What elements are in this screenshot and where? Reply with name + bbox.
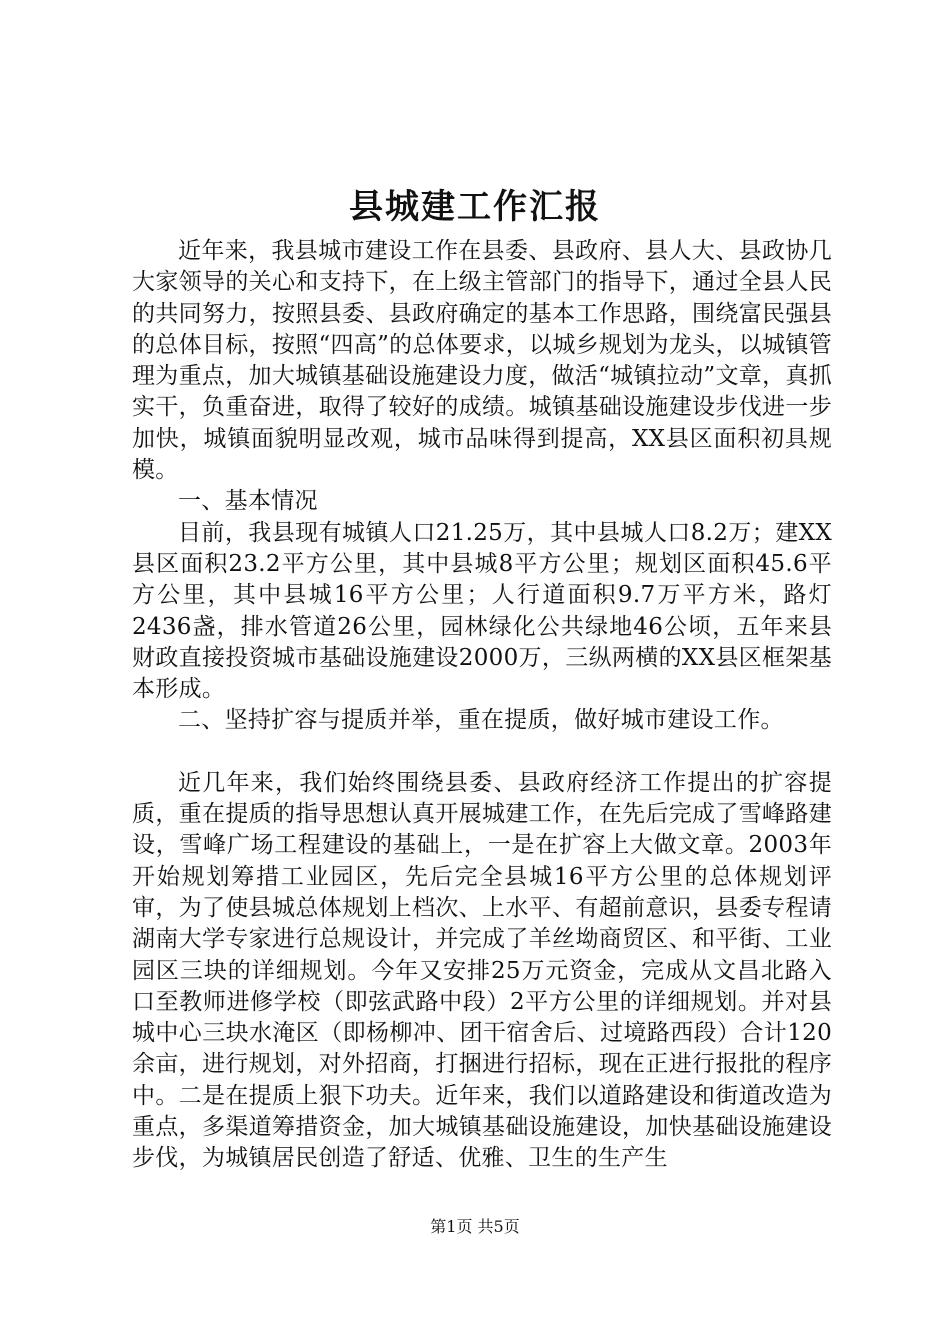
section-heading-expansion-quality: 二、坚持扩容与提质并举，重在提质，做好城市建设工作。 bbox=[178, 707, 784, 734]
document-title: 县城建工作汇报 bbox=[349, 187, 601, 227]
intro-paragraph: 近年来，我县城市建设工作在县委、县政府、县人大、县政协几大家领导的关心和支持下，在上级主管部门的指导下，通过全县人民的共同努力，按照县委、县政府确定的基本工作思路，围绕富民强县的总体目标，按照“四高”的总体要求，以城乡规划为龙头，以城镇管理为重点，加大城镇基础设施建设力度，做活“城镇拉动”文章，真抓实干，负重奋进，取得了较好的成绩。城镇基础设施建设步伐进一步加快，城镇面貌明显改观，城市品味得到提高，XX县区面积初具规模。 bbox=[132, 238, 832, 484]
section-heading-basic-situation: 一、基本情况 bbox=[178, 488, 318, 515]
paragraph-spacer bbox=[132, 737, 832, 768]
basic-situation-paragraph: 目前，我县现有城镇人口21.25万，其中县城人口8.2万；建XX县区面积23.2平方公里，其中县城8平方公里；规划区面积45.6平方公里，其中县城16平方公里；人行道面积9.7万平方米，路灯2436盏，排水管道26公里，园林绿化公共绿地46公顷，五年来县财政直接投资城市基础设施建设2000万，三纵两横的XX县区框架基本形成。 bbox=[132, 519, 832, 703]
expansion-quality-paragraph: 近几年来，我们始终围绕县委、县政府经济工作提出的扩容提质，重在提质的指导思想认真开展城建工作，在先后完成了雪峰路建设，雪峰广场工程建设的基础上，一是在扩容上大做文章。2003年开始规划筹措工业园区，先后完全县城16平方公里的总体规划评审，为了使县城总体规划上档次、上水平、有超前意识，县委专程请湖南大学专家进行总规设计，并完成了羊丝坳商贸区、和平街、工业园区三块的详细规划。今年又安排25万元资金，完成从文昌北路入口至教师进修学校（即弦武路中段）2平方公里的详细规划。并对县城中心三块水淹区（即杨柳冲、团干宿舍后、过境路西段）合计120余亩，进行规划，对外招商，打捆进行招标，现在正进行报批的程序中。二是在提质上狠下功夫。近年来，我们以道路建设和街道改造为重点，多渠道筹措资金，加大城镇基础设施建设，加快基础设施建设步伐，为城镇居民创造了舒适、优雅、卫生的生产生 bbox=[132, 769, 832, 1172]
document-body bbox=[132, 236, 832, 1175]
page-footer: 第1页 共5页 bbox=[430, 1217, 520, 1236]
